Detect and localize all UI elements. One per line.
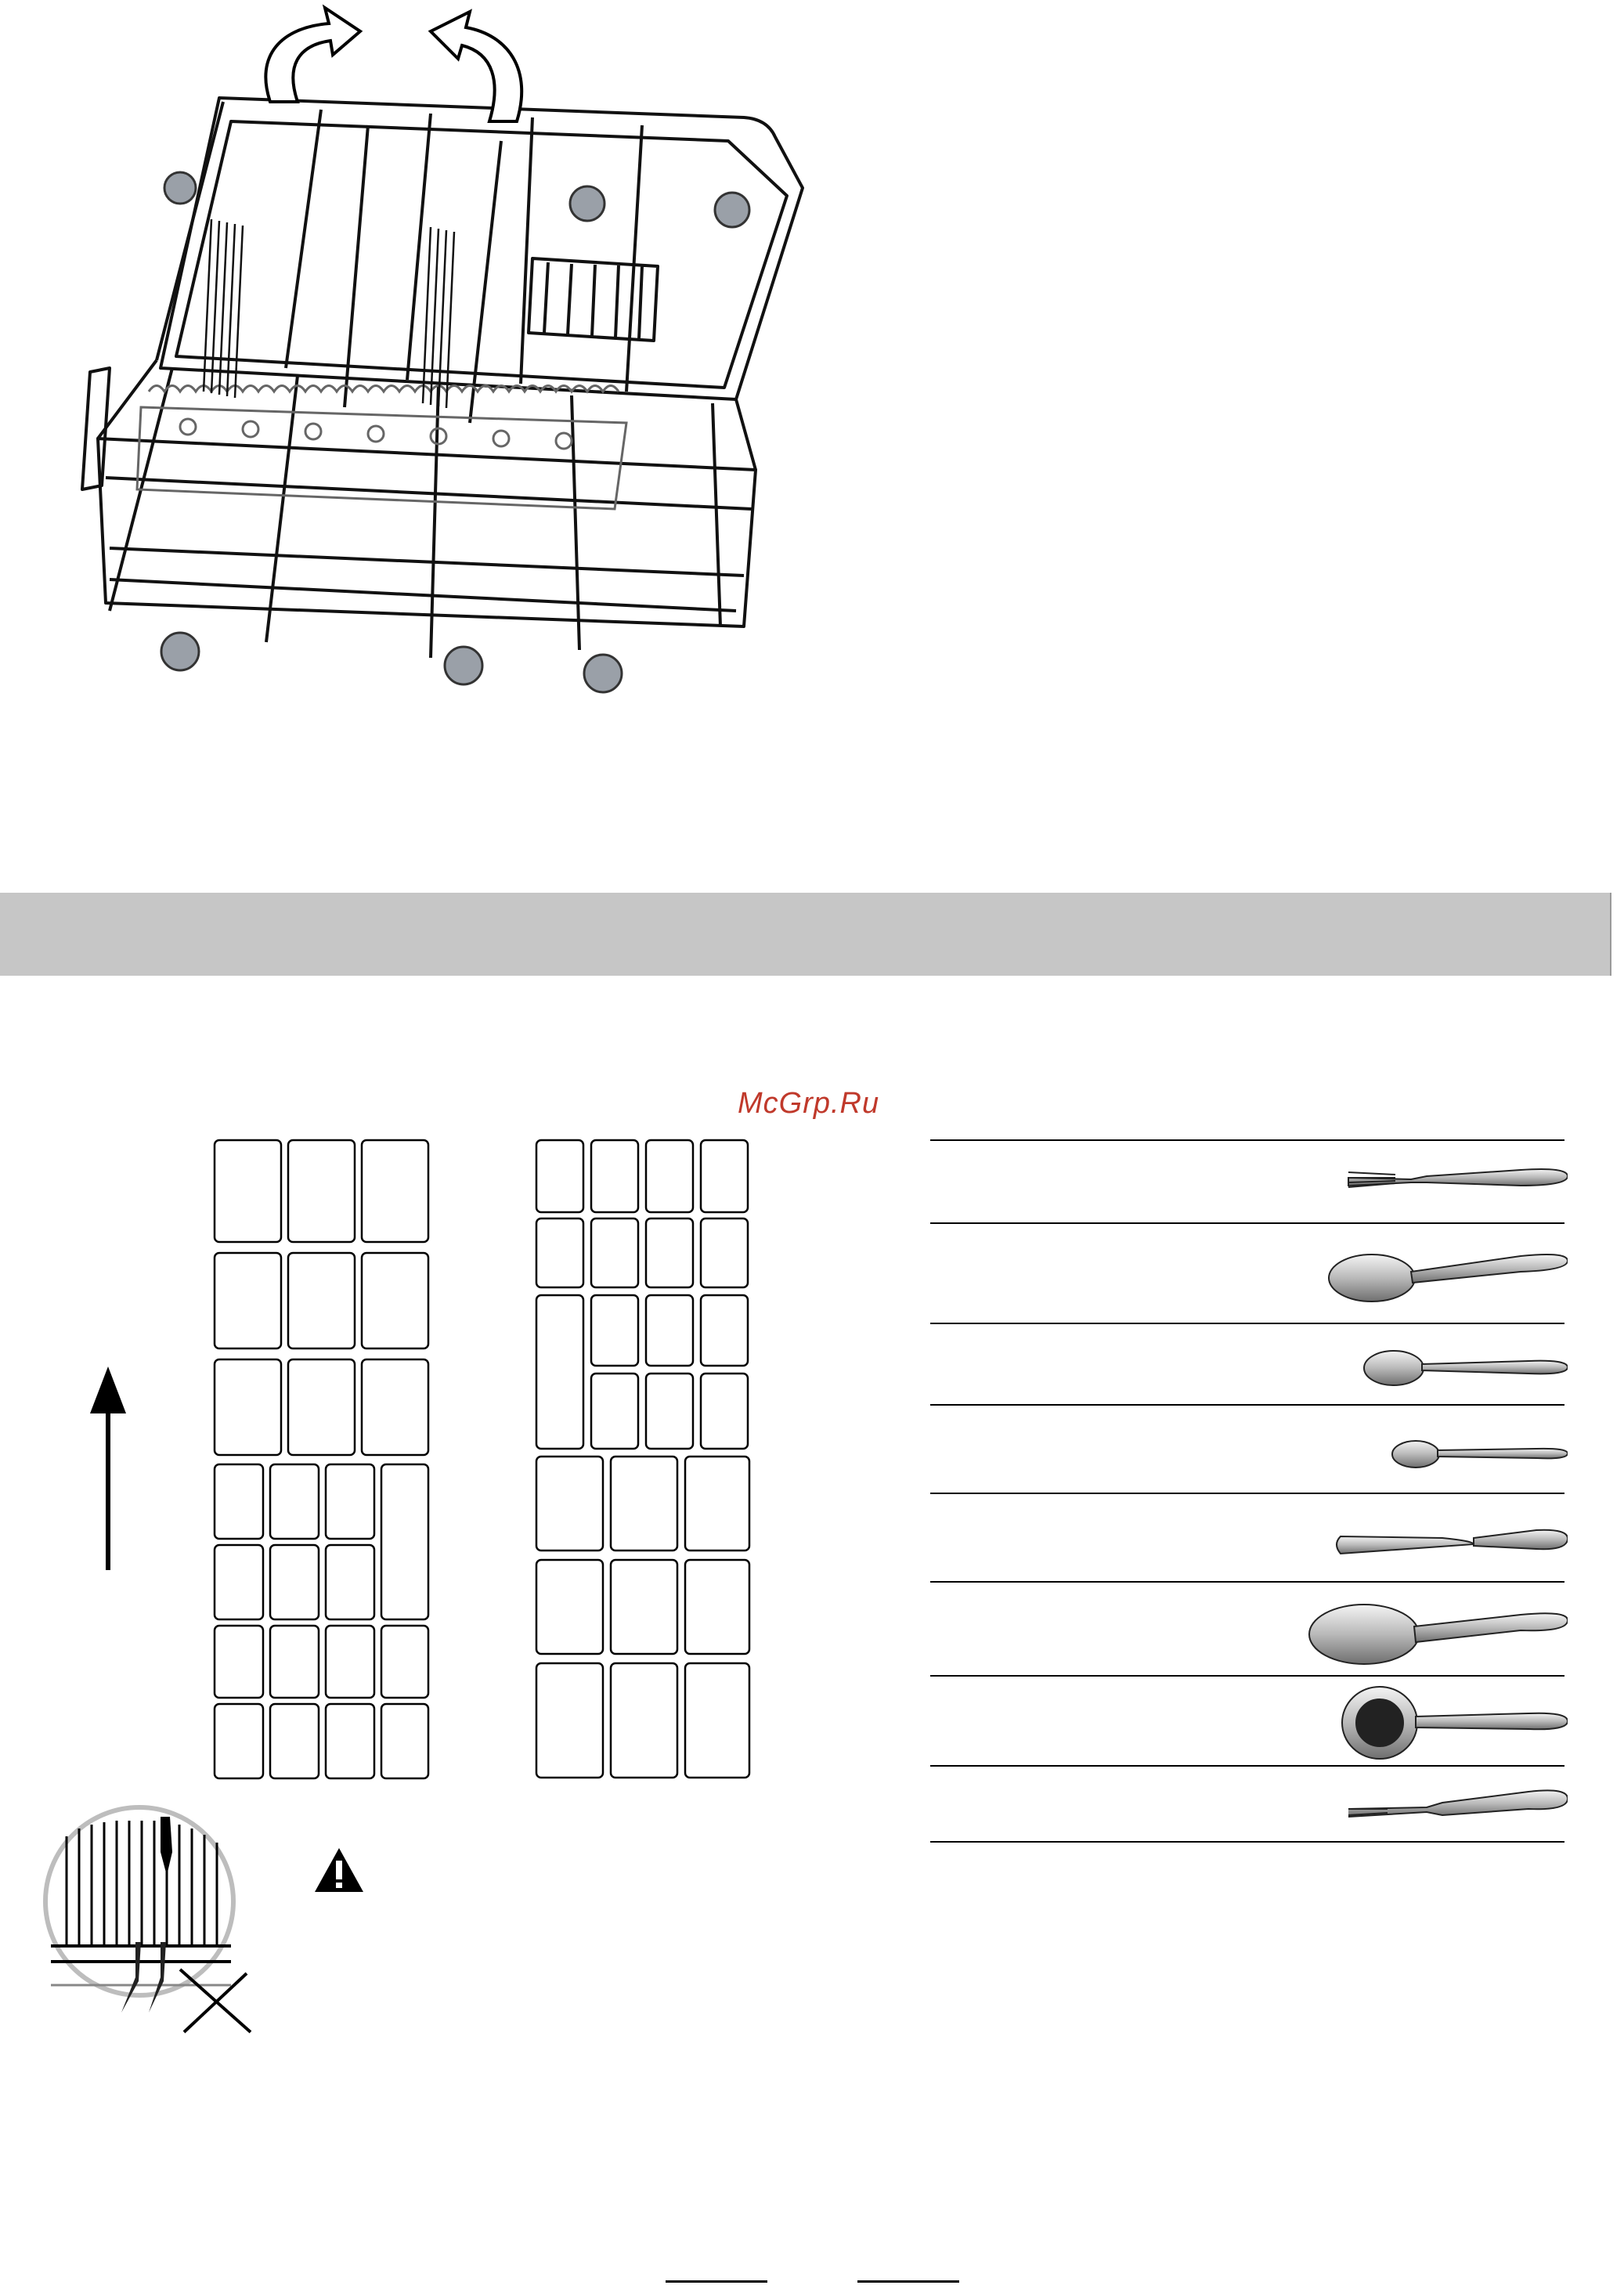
cutlery-legend [926, 1137, 1568, 1846]
footer-mark-right [857, 2280, 959, 2283]
warning-triangle-icon [313, 1847, 365, 1893]
soup-spoon-icon [1329, 1254, 1568, 1301]
page-footer-marks [666, 2280, 963, 2290]
serving-fork-icon [1348, 1790, 1568, 1817]
fork-icon [1348, 1169, 1568, 1187]
knife-icon [1337, 1530, 1568, 1554]
footer-mark-left [666, 2280, 767, 2283]
direction-arrow-icon [78, 1366, 141, 1578]
cutlery-basket-right [529, 1134, 763, 1784]
section-bar-edge [1610, 893, 1624, 976]
teaspoon-icon [1392, 1441, 1568, 1467]
knife-placement-detail [43, 1805, 258, 2036]
section-heading-bar [0, 893, 1624, 976]
serving-spoon-icon [1309, 1605, 1568, 1664]
watermark: McGrp.Ru [738, 1087, 880, 1120]
dessert-spoon-icon [1364, 1351, 1568, 1385]
cutlery-basket-left [205, 1134, 440, 1784]
dishwasher-rack-illustration [63, 0, 830, 705]
ladle-icon [1342, 1687, 1568, 1759]
